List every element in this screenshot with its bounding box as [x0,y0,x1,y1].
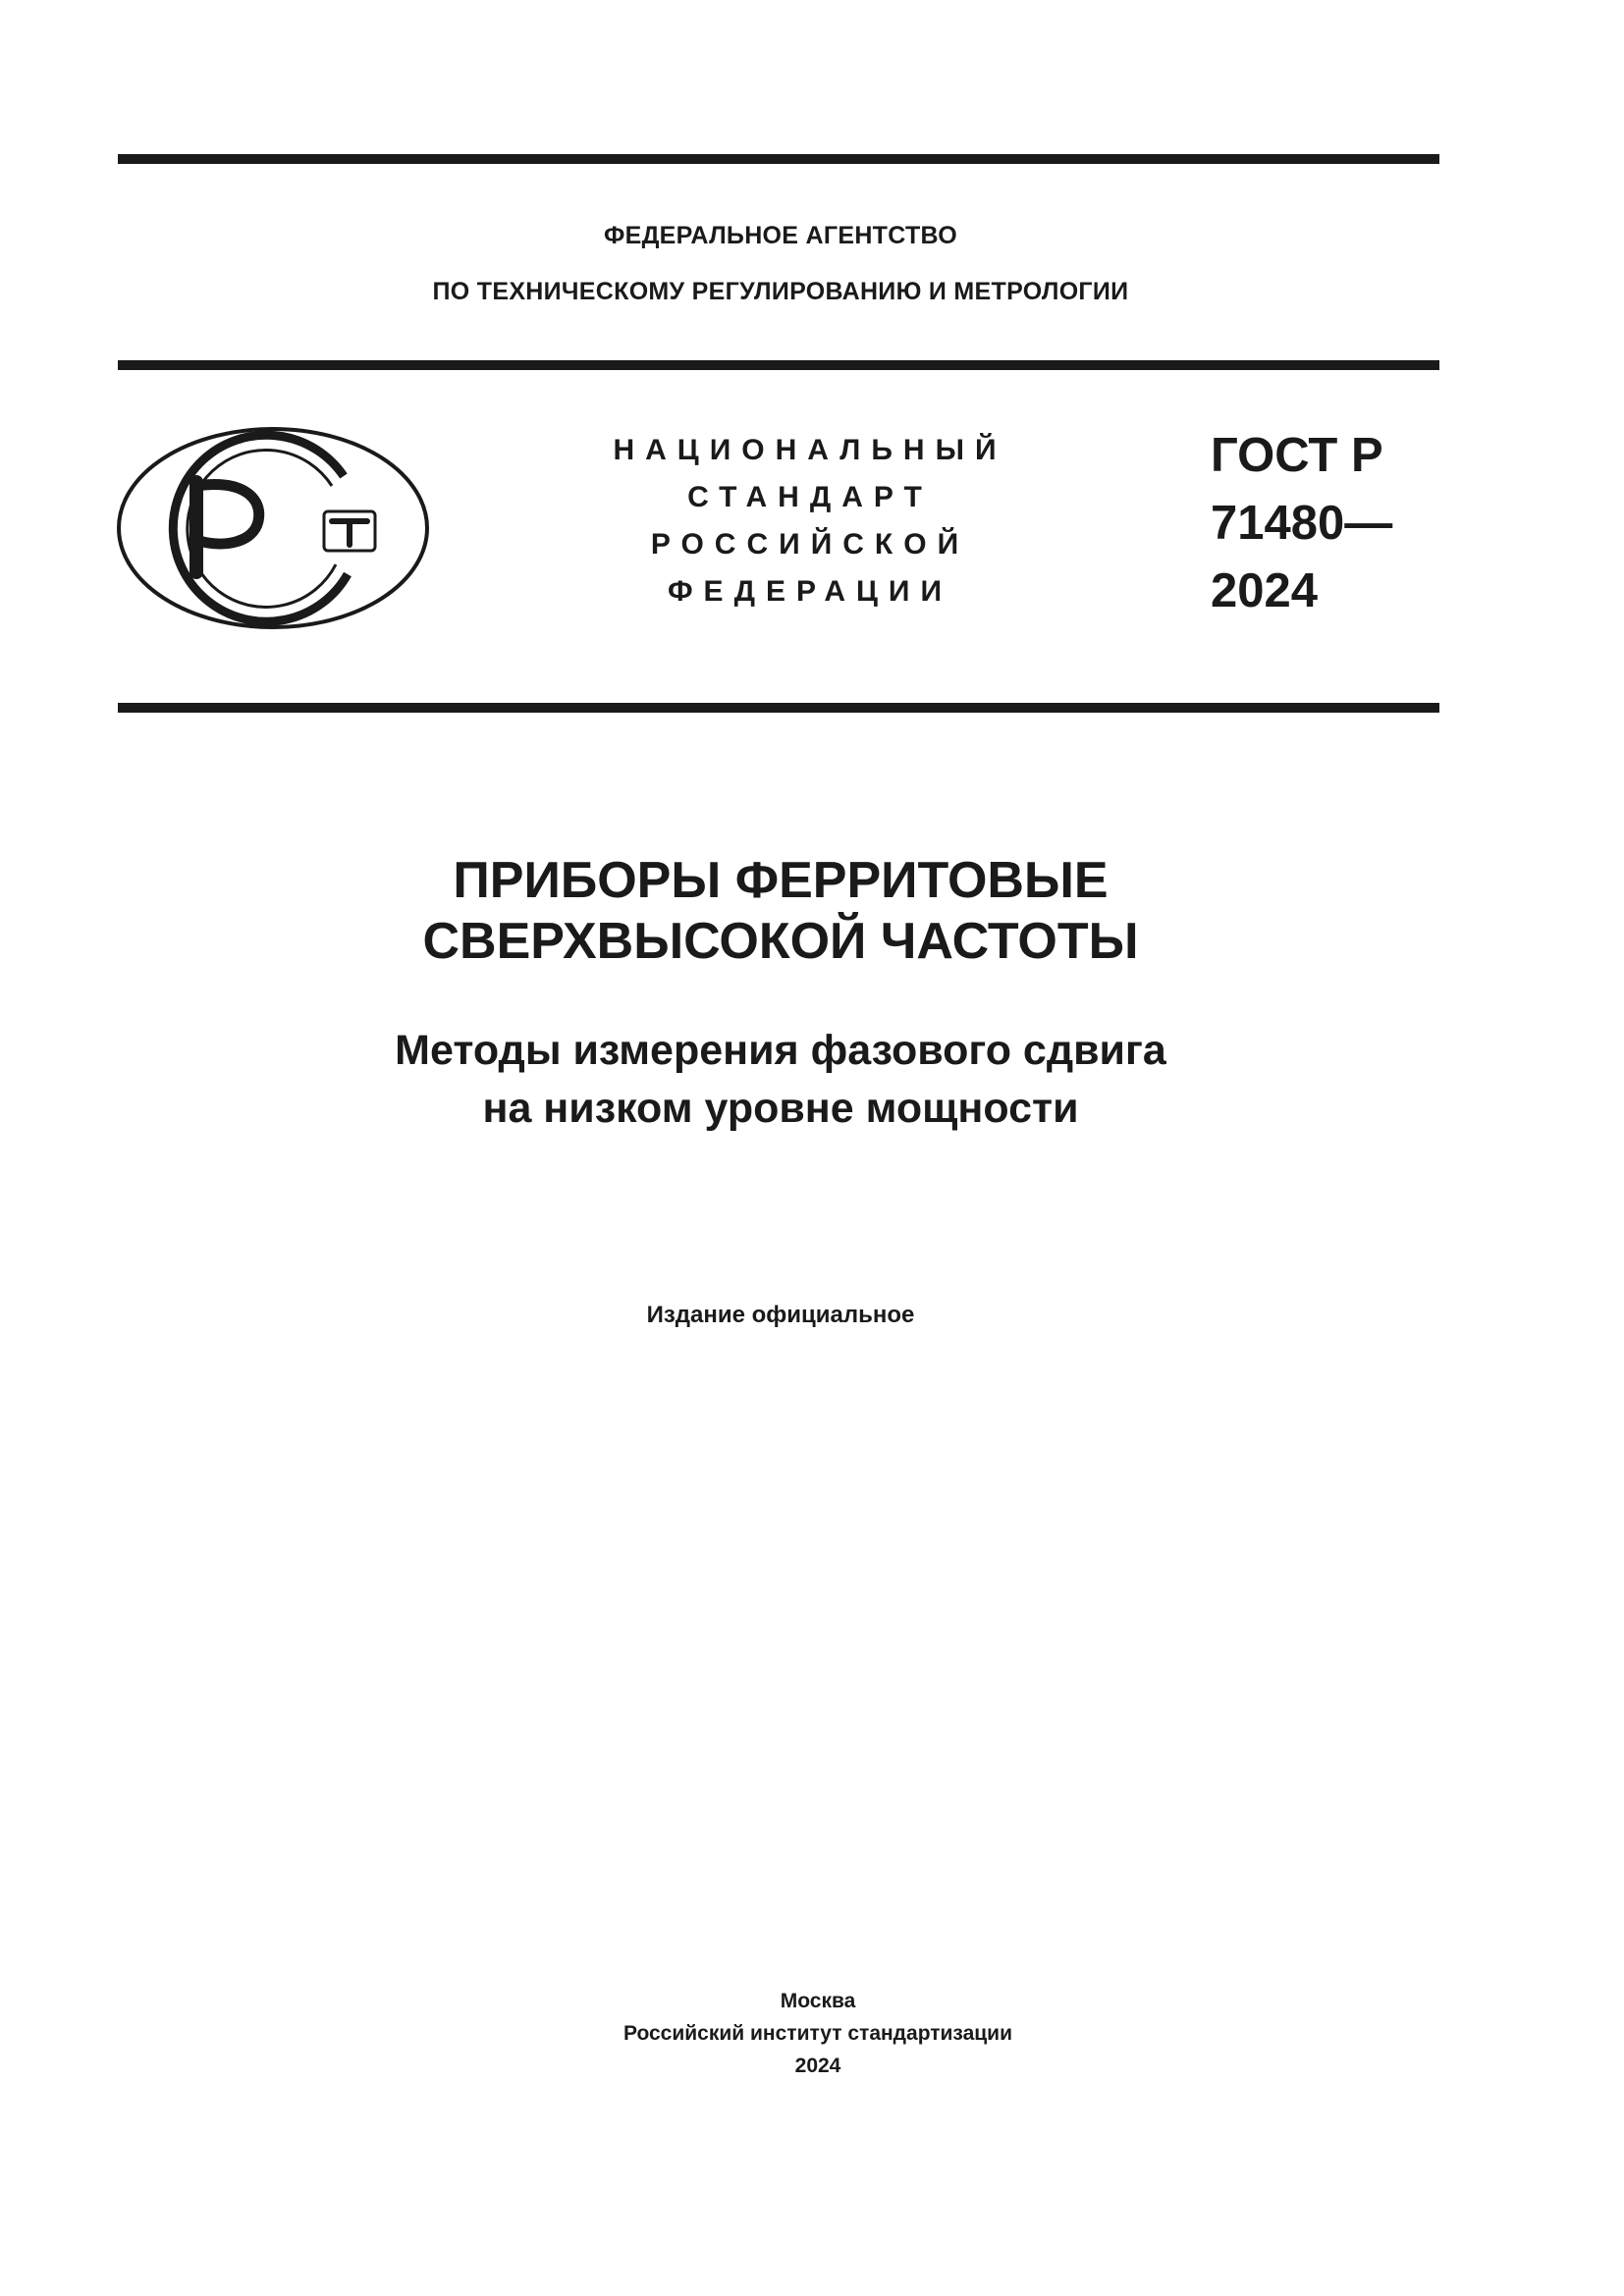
subtitle-line-2: на низком уровне мощности [482,1085,1079,1132]
agency-name-line-1: ФЕДЕРАЛЬНОЕ АГЕНТСТВО [603,222,958,249]
document-subtitle [0,1022,1561,1138]
national-standard-line-2: СТАНДАРТ [687,481,933,513]
agency-name-line-2: ПО ТЕХНИЧЕСКОМУ РЕГУЛИРОВАНИЮ И МЕТРОЛОГИИ [432,278,1129,305]
document-title [0,850,1561,972]
national-standard-label [569,427,1051,615]
imprint-year: 2024 [794,2055,841,2077]
designation-line-3: 2024 [1211,564,1319,617]
national-standard-line-1: НАЦИОНАЛЬНЫЙ [613,434,1007,466]
title-line-1: ПРИБОРЫ ФЕРРИТОВЫЕ [453,852,1109,909]
national-standard-line-4: ФЕДЕРАЦИИ [667,575,953,608]
rst-conformity-mark-icon [116,425,430,631]
imprint-city: Москва [780,1990,856,2012]
standard-designation [1211,422,1392,625]
imprint-publisher: Российский институт стандартизации [623,2022,1013,2045]
title-line-2: СВЕРХВЫСОКОЙ ЧАСТОТЫ [422,913,1139,970]
top-divider [118,154,1439,164]
edition-note: Издание официальное [646,1302,915,1328]
designation-line-1: ГОСТ Р [1211,429,1383,482]
title-divider [118,703,1439,713]
imprint [245,1985,1390,2082]
subtitle-line-1: Методы измерения фазового сдвига [395,1027,1166,1074]
national-standard-line-3: РОССИЙСКОЙ [650,528,970,561]
header-divider [118,360,1439,370]
designation-line-2: 71480— [1211,497,1393,550]
